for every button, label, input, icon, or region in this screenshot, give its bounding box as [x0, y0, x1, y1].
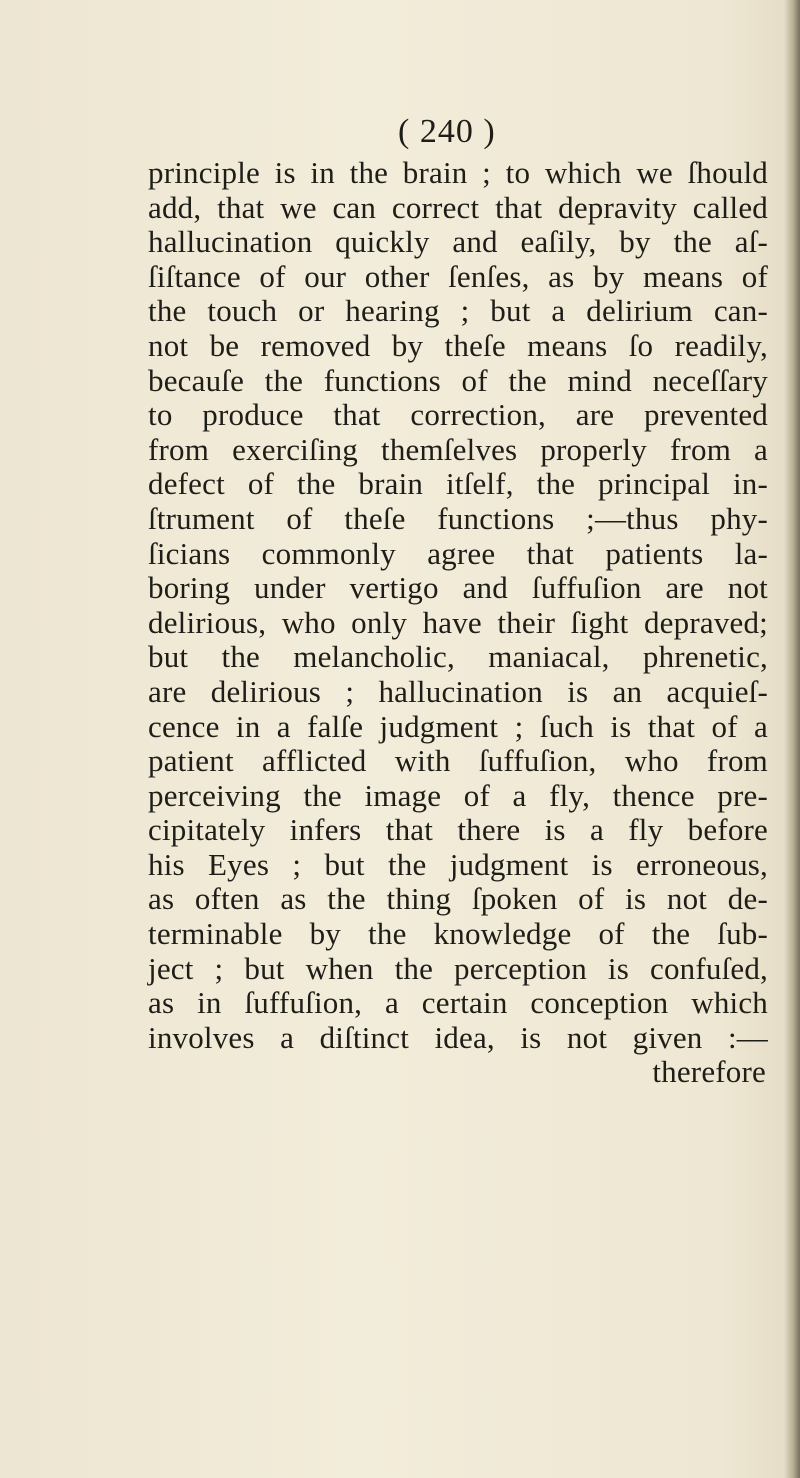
text-line: to produce that correction, are prevented [148, 397, 768, 433]
text-line: cipitately infers that there is a fly before [148, 812, 768, 848]
text-line: ſiſtance of our other ſenſes, as by means of [148, 258, 768, 294]
text-line: from exerciſing themſelves properly from a [148, 431, 768, 467]
text-line: are delirious ; hallucination is an acquieſ- [148, 673, 768, 709]
text-line: his Eyes ; but the judgment is erroneous, [148, 846, 768, 882]
page-number: ( 240 ) [398, 113, 496, 150]
body-text [148, 156, 768, 1090]
text-line: boring under vertigo and ſuffuſion are not [148, 570, 768, 606]
text-line: ſtrument of theſe functions ;—thus phy- [148, 500, 768, 536]
text-line: terminable by the knowledge of the ſub- [148, 916, 768, 952]
catchword: therefore [652, 1054, 766, 1090]
text-line: principle is in the brain ; to which we ſhould [148, 155, 768, 190]
text-line: delirious, who only have their ſight depraved; [148, 604, 768, 640]
text-line: becauſe the functions of the mind neceſſary [148, 362, 768, 398]
text-line: but the melancholic, maniacal, phrenetic, [148, 639, 768, 675]
text-line: cence in a falſe judgment ; ſuch is that of a [148, 708, 768, 744]
text-line: perceiving the image of a fly, thence pre- [148, 777, 768, 813]
text-line: involves a diſtinct idea, is not given :— [148, 1019, 768, 1055]
text-line: ject ; but when the perception is confuſed, [148, 950, 768, 986]
text-line: not be removed by theſe means ſo readily, [148, 327, 768, 363]
text-line: ſicians commonly agree that patients la- [148, 535, 768, 571]
text-line: as in ſuffuſion, a certain conception which [148, 985, 768, 1021]
page-edge-shadow [784, 0, 800, 1478]
text-line: hallucination quickly and eaſily, by the aſ- [148, 224, 768, 260]
text-line: patient afflicted with ſuffuſion, who from [148, 743, 768, 779]
text-line: add, that we can correct that depravity called [148, 189, 768, 225]
text-line: the touch or hearing ; but a delirium can- [148, 293, 768, 329]
text-line: as often as the thing ſpoken of is not de- [148, 881, 768, 917]
text-line: defect of the brain itſelf, the principal in- [148, 466, 768, 502]
